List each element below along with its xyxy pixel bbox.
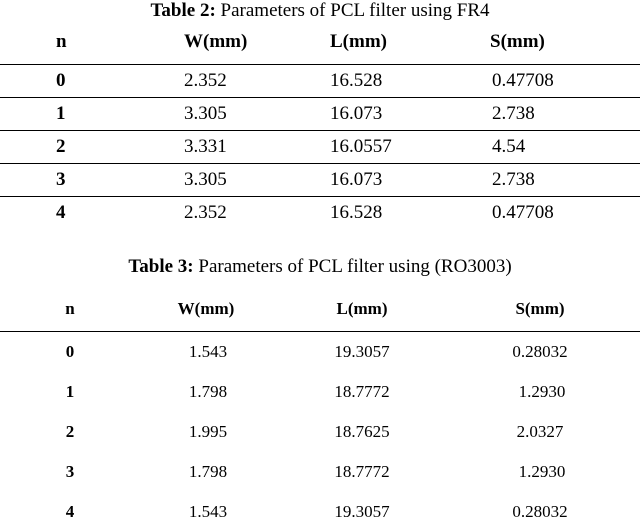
table-row (0, 164, 640, 197)
table-row (0, 452, 640, 492)
table2-cell-s: 0.47708 (492, 70, 554, 91)
table3-header-s: S(mm) (515, 299, 565, 318)
table2-cell-l: 16.528 (330, 70, 383, 91)
table2 (0, 24, 640, 230)
table3-header-l: L(mm) (336, 299, 388, 318)
table3-cell-l: 18.7772 (334, 382, 390, 401)
table-row (0, 65, 640, 98)
table2-cell-w: 3.305 (184, 103, 227, 124)
table3-caption-text: Parameters of PCL filter using (RO3003) (193, 256, 512, 277)
table2-header-w: W(mm) (184, 31, 248, 52)
table3-caption (0, 256, 640, 278)
table-row (0, 372, 640, 412)
table3-cell-l: 19.3057 (334, 342, 390, 361)
table2-body (0, 64, 640, 230)
table2-cell-w: 3.305 (184, 169, 227, 190)
table3-cell-n: 4 (65, 502, 75, 521)
table2-header-row (0, 24, 640, 64)
table3-cell-w: 1.995 (188, 422, 228, 441)
table-row (0, 131, 640, 164)
table3-header-row (0, 288, 640, 332)
table3-cell-s: 0.28032 (512, 342, 568, 361)
table2-cell-n: 2 (56, 136, 66, 157)
table3-cell-l: 18.7772 (334, 462, 390, 481)
table2-caption (0, 0, 640, 22)
table3-cell-s: 1.2930 (518, 462, 566, 481)
table3-cell-w: 1.798 (188, 462, 228, 481)
table2-header-s: S(mm) (490, 31, 545, 52)
table2-cell-s: 2.738 (492, 169, 535, 190)
table2-cell-n: 0 (56, 70, 66, 91)
table-row (0, 98, 640, 131)
table2-cell-l: 16.073 (330, 103, 383, 124)
table2-cell-n: 4 (56, 202, 66, 223)
table3-caption-label: Table 3: (128, 256, 194, 277)
table3 (0, 288, 640, 532)
table3-cell-w: 1.798 (188, 382, 228, 401)
table3-cell-n: 1 (65, 382, 75, 401)
table3-cell-l: 18.7625 (334, 422, 390, 441)
table2-cell-l: 16.0557 (330, 136, 392, 157)
table3-cell-s: 1.2930 (518, 382, 566, 401)
table3-cell-n: 3 (65, 462, 75, 481)
table3-header-n: n (65, 299, 75, 318)
table2-cell-w: 2.352 (184, 70, 227, 91)
table2-caption-text: Parameters of PCL filter using FR4 (215, 0, 490, 21)
table2-cell-n: 3 (56, 169, 66, 190)
table-row (0, 492, 640, 532)
table2-caption-label: Table 2: (150, 0, 216, 21)
table3-cell-w: 1.543 (188, 342, 228, 361)
table2-cell-l: 16.528 (330, 202, 383, 223)
table3-cell-l: 19.3057 (334, 502, 390, 521)
table2-header-l: L(mm) (330, 31, 387, 52)
table2-cell-n: 1 (56, 103, 66, 124)
table3-cell-n: 2 (65, 422, 75, 441)
table3-cell-w: 1.543 (188, 502, 228, 521)
table2-cell-l: 16.073 (330, 169, 383, 190)
table2-cell-s: 0.47708 (492, 202, 554, 223)
table3-cell-n: 0 (65, 342, 75, 361)
table2-cell-s: 2.738 (492, 103, 535, 124)
table3-cell-s: 2.0327 (516, 422, 564, 441)
table2-cell-w: 3.331 (184, 136, 227, 157)
table-row (0, 332, 640, 372)
table-row (0, 197, 640, 230)
table3-header-w: W(mm) (177, 299, 235, 318)
table-row (0, 412, 640, 452)
table3-cell-s: 0.28032 (512, 502, 568, 521)
table2-header-n: n (56, 31, 67, 52)
table2-cell-w: 2.352 (184, 202, 227, 223)
table2-cell-s: 4.54 (492, 136, 526, 157)
